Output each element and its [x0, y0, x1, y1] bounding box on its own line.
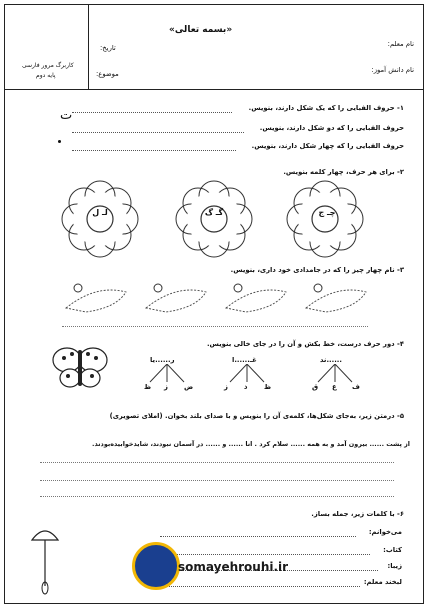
header-title: «بسمه تعالی» [169, 25, 233, 35]
date-label: تاریخ: [100, 44, 116, 52]
teacher-label: نام معلم: [387, 40, 414, 48]
q6-word-3: زیبا: [387, 562, 402, 570]
q1-line2: حروف الفبایی را که دو شکل دارند، بنویس. [259, 124, 404, 132]
logo-icon [132, 542, 180, 590]
q3-text: ۳- نام چهار چیز را که در جامدادی خود داری، بنویس. [230, 266, 404, 274]
q4-letter-1a[interactable]: ق [312, 383, 319, 391]
q4-letter-2b[interactable]: ذ [244, 383, 248, 391]
flower-3-label: لـ ل [92, 208, 108, 217]
student-label: نام دانش آموز: [371, 66, 414, 74]
q4-word-2: غـ......ا [232, 356, 257, 364]
q4-letter-2c[interactable]: ظ [264, 383, 272, 391]
q4-letter-1c[interactable]: ف [352, 383, 360, 391]
q4-letter-3c[interactable]: ض [184, 383, 194, 391]
q1-line1: ۱- حروف الفبایی را که یک شکل دارند، بنویس. [248, 104, 404, 112]
q4-letter-3a[interactable]: ظ [144, 383, 152, 391]
q6-answer-4[interactable] [160, 586, 360, 587]
q2-text: ۲- برای هر حرف، چهار کلمه بنویس. [283, 168, 404, 176]
q5-answer-line-3[interactable] [40, 496, 394, 497]
butterfly-icon [50, 344, 110, 392]
q1-answer1[interactable] [72, 112, 232, 113]
q1-answer2[interactable] [72, 132, 244, 133]
q4-letter-2a[interactable]: ز [224, 383, 228, 391]
watermark-site: somayehrouhi.ir [178, 560, 289, 574]
q4-word-3: ر......یا [150, 356, 175, 364]
q5-text: ۵- درمتن زیر، به‌جای شکل‌ها، کلمه‌ی آن را بنویس و با صدای بلند بخوان. (املای تصویری) [109, 412, 404, 420]
flower-2-label: گـ گ [204, 208, 224, 217]
q1-answer3[interactable] [72, 150, 236, 151]
flower-1 [286, 180, 364, 258]
flower-3 [61, 180, 139, 258]
grade-value: پایه دوم [36, 72, 56, 79]
q4-text: ۴- دور حرف درست، خط بکش و آن را در جای خالی بنویس. [206, 340, 404, 348]
q4-branches-1 [310, 364, 360, 384]
subject-value: کاربرگ مرور فارسی [22, 62, 74, 69]
q3-answer-line[interactable] [62, 326, 368, 327]
q6-text: ۶- با کلمات زیر، جمله بساز. [311, 510, 404, 518]
header-divider [88, 4, 89, 90]
q5-answer-line-1[interactable] [40, 462, 394, 463]
subject-label: موضوع: [96, 70, 119, 78]
q6-answer-2[interactable] [160, 554, 370, 555]
umbrella-figure-icon [30, 526, 60, 598]
q1-line3: حروف الفبایی را که چهار شکل دارند، بنویس. [251, 142, 404, 150]
flower-1-label: چـ ج [318, 208, 336, 217]
dot-icon [58, 140, 61, 143]
q4-letter-1b[interactable]: ع [332, 383, 337, 391]
q6-answer-1[interactable] [160, 536, 356, 537]
q4-branches-3 [142, 364, 192, 384]
pencil-drawings [56, 278, 376, 320]
flower-2 [175, 180, 253, 258]
q6-word-1: می‌خوانم: [368, 528, 402, 536]
smiley-icon: ت [60, 108, 73, 123]
header [4, 4, 424, 90]
q5-sentence: از پشت ...... بیرون آمد و به همه ...... سلام کرد . انا ...... و ...... در آسمان نبودند، شاید‌خوابیده‌بودند. [92, 440, 410, 448]
q5-answer-line-2[interactable] [40, 480, 394, 481]
q6-word-4: لبخند معلم: [363, 578, 402, 586]
q4-branches-2 [222, 364, 272, 384]
q6-word-2: کتاب: [383, 546, 402, 554]
q4-word-1: ......ند [320, 356, 342, 364]
q4-letter-3b[interactable]: ز [164, 383, 168, 391]
